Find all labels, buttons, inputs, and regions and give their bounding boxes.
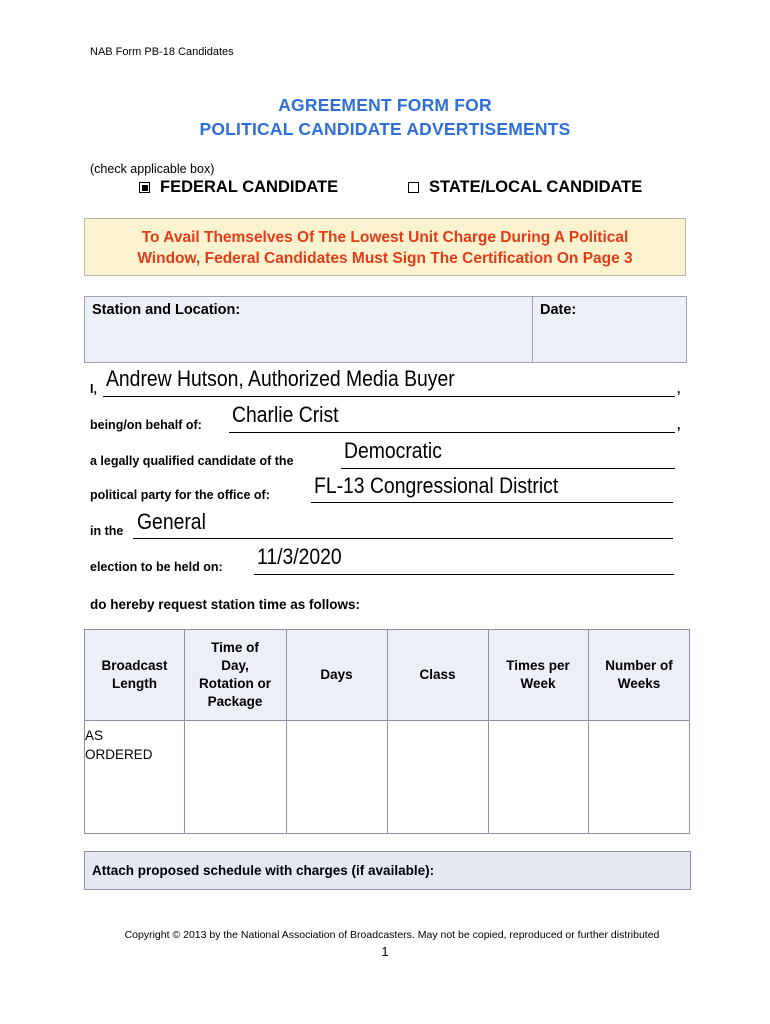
office-label: political party for the office of: xyxy=(90,488,270,502)
header-time-of-day xyxy=(184,630,286,720)
copyright-notice: Copyright © 2013 by the National Association of Broadcasters. May not be copied, reproduced or further distributed xyxy=(124,929,660,941)
header-text: Broadcast xyxy=(101,658,168,673)
state-local-checkbox[interactable] xyxy=(408,182,419,193)
number-of-weeks-cell[interactable] xyxy=(589,720,690,834)
station-location-label: Station and Location: xyxy=(92,302,241,318)
header-text: Day, xyxy=(221,658,249,673)
state-local-label: STATE/LOCAL CANDIDATE xyxy=(429,178,643,196)
notice-line2: Window, Federal Candidates Must Sign The Certification On Page 3 xyxy=(137,250,633,267)
schedule-table xyxy=(84,629,690,834)
times-per-week-cell[interactable] xyxy=(489,720,588,834)
header-times-per-week xyxy=(488,630,588,720)
page-number: 1 xyxy=(381,944,389,959)
as-ordered-text xyxy=(85,727,153,764)
header-text: Week xyxy=(520,676,556,691)
candidate-label: a legally qualified candidate of the xyxy=(90,454,294,468)
header-broadcast-length xyxy=(85,630,184,720)
header-text: Weeks xyxy=(617,676,661,691)
time-of-day-cell[interactable] xyxy=(185,720,286,834)
as-ordered-line1: AS xyxy=(85,728,104,743)
election-type-value: General xyxy=(137,509,206,534)
header-text: Length xyxy=(112,676,157,691)
as-ordered-line2: ORDERED xyxy=(85,746,153,762)
notice-line1: To Avail Themselves Of The Lowest Unit Charge During A Political xyxy=(141,229,629,246)
request-text: do hereby request station time as follows: xyxy=(90,597,361,612)
i-comma: , xyxy=(677,382,681,396)
page-title-line2: POLITICAL CANDIDATE ADVERTISEMENTS xyxy=(199,119,571,139)
station-date-divider xyxy=(532,297,533,362)
header-number-of-weeks xyxy=(588,630,690,720)
header-days xyxy=(286,630,387,720)
federal-label: FEDERAL CANDIDATE xyxy=(160,178,339,196)
behalf-value: Charlie Crist xyxy=(232,402,339,427)
federal-checkbox[interactable] xyxy=(139,182,150,193)
attach-schedule-box[interactable]: Attach proposed schedule with charges (if available): xyxy=(84,851,691,890)
election-type-field[interactable] xyxy=(133,523,673,539)
header-text: Time of xyxy=(211,640,259,655)
in-the-label: in the xyxy=(90,524,124,538)
check-instruction: (check applicable box) xyxy=(90,162,215,176)
broadcast-length-cell[interactable] xyxy=(85,720,184,834)
office-value: FL-13 Congressional District xyxy=(314,473,559,498)
header-text: Days xyxy=(320,667,353,682)
behalf-comma: , xyxy=(677,418,681,432)
page-title-line1: AGREEMENT FORM FOR xyxy=(278,95,492,115)
election-date-label: election to be held on: xyxy=(90,560,223,574)
station-location-field[interactable] xyxy=(92,323,522,359)
i-label: I, xyxy=(90,382,97,396)
days-cell[interactable] xyxy=(287,720,387,834)
header-text: Number of xyxy=(605,658,673,673)
federal-candidate-option[interactable] xyxy=(139,178,338,197)
header-text: Class xyxy=(419,667,456,682)
class-cell[interactable] xyxy=(388,720,488,834)
form-id: NAB Form PB-18 Candidates xyxy=(90,46,234,58)
party-value: Democratic xyxy=(344,438,442,463)
date-field[interactable] xyxy=(540,323,680,359)
date-label: Date: xyxy=(540,302,577,318)
header-class xyxy=(387,630,488,720)
header-text: Times per xyxy=(506,658,570,673)
header-text: Rotation or xyxy=(199,676,271,691)
buyer-name-value: Andrew Hutson, Authorized Media Buyer xyxy=(106,366,455,391)
state-local-candidate-option[interactable] xyxy=(408,178,642,197)
behalf-label: being/on behalf of: xyxy=(90,418,202,432)
header-text: Package xyxy=(207,694,263,709)
station-date-table xyxy=(84,296,687,363)
federal-notice-banner xyxy=(84,218,686,276)
election-date-value: 11/3/2020 xyxy=(257,544,342,569)
